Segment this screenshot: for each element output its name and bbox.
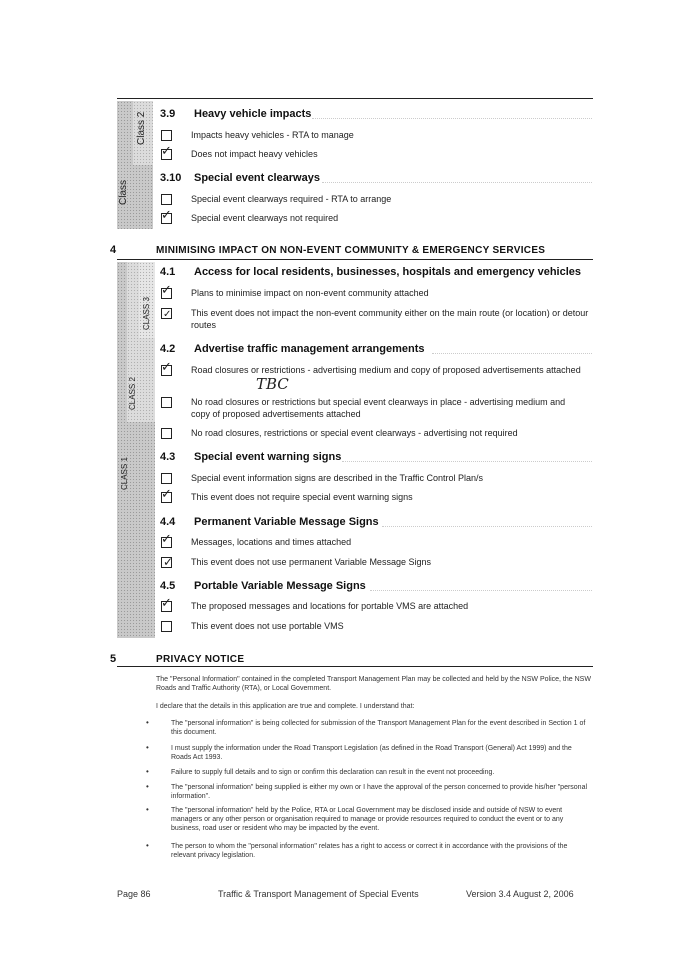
- privacy-bullet-3: Failure to supply full details and to sign or confirm this declaration can result in the event not proceeding.: [171, 769, 495, 776]
- option-4-2-b: No road closures or restrictions but special event clearways in place - advertising medium and copy of proposed advertisements attached: [191, 397, 566, 419]
- option-3-10-b: Special event clearways not required: [191, 213, 339, 223]
- checkbox-4-5-b[interactable]: [161, 621, 172, 632]
- privacy-bullet-5: The "personal information" held by the Police, RTA or Local Government may be disclosed inside and outside of NSW to event managers or any other person or organisation required to manage or provide resources required to conduct the event or to any business, road user or resident who may be impacted by the event.: [171, 807, 564, 832]
- privacy-bullet-4: The "personal information" being supplied is either my own or I have the approval of the person concerned to provide his/her "personal information".: [171, 784, 588, 800]
- option-4-4-a: Messages, locations and times attached: [191, 537, 352, 547]
- dot-leader: [432, 343, 592, 354]
- subheading-3-10: 3.10 Special event clearways: [160, 172, 320, 184]
- class1-label: CLASS 1: [120, 457, 129, 490]
- option-3-9-a: Impacts heavy vehicles - RTA to manage: [191, 130, 354, 140]
- bullet-icon: •: [146, 782, 149, 791]
- checkbox-4-4-b[interactable]: [161, 557, 172, 568]
- checkmark-icon: ✓: [161, 359, 172, 374]
- checkbox-3-10-a[interactable]: [161, 194, 172, 205]
- checkmark-icon: ✓: [161, 207, 172, 222]
- checkbox-4-4-a[interactable]: [161, 531, 172, 548]
- checkbox-4-3-a[interactable]: [161, 473, 172, 484]
- checkmark-icon: ✓: [163, 309, 172, 320]
- checkmark-icon: ✓: [161, 282, 172, 297]
- section-4-number: 4: [110, 244, 117, 256]
- checkmark-icon: ✓: [161, 531, 172, 546]
- subheading-4-2: 4.2 Advertise traffic management arrangements: [160, 343, 425, 355]
- checkmark-icon: ✓: [161, 486, 172, 501]
- bullet-icon: •: [146, 743, 149, 752]
- subheading-3-9: 3.9 Heavy vehicle impacts: [160, 108, 312, 120]
- option-4-3-b: This event does not require special event warning signs: [191, 492, 413, 502]
- option-4-2-a: Road closures or restrictions - advertising medium and copy of proposed advertisements attached: [191, 365, 581, 375]
- checkmark-icon: ✓: [161, 143, 172, 158]
- subheading-4-5: 4.5 Portable Variable Message Signs: [160, 580, 366, 592]
- footer-page-number: Page 86: [117, 889, 151, 899]
- handwritten-tbc: TBC: [256, 375, 289, 393]
- subheading-4-1: 4.1 Access for local residents, businesses, hospitals and emergency vehicles: [160, 266, 582, 278]
- class3-label: CLASS 3: [142, 297, 151, 330]
- section-5-number: 5: [110, 653, 117, 665]
- checkbox-4-1-b[interactable]: [161, 308, 172, 319]
- checkbox-3-10-b[interactable]: [161, 207, 172, 224]
- checkmark-icon: ✓: [163, 555, 174, 569]
- option-4-5-a: The proposed messages and locations for portable VMS are attached: [191, 601, 469, 611]
- dot-leader: [370, 580, 592, 591]
- option-4-1-b: This event does not impact the non-event community either on the main route (or location) or detour routes: [191, 308, 589, 330]
- privacy-bullet-6: The person to whom the "personal information" relates has a right to access or correct it in accordance with the provisions of the relevant privacy legislation.: [171, 843, 568, 859]
- checkbox-4-2-a[interactable]: [161, 359, 172, 376]
- privacy-bullet-2: I must supply the information under the Road Transport Legislation (as defined in the Road Transport (General) Act 1999) and the Roads Act 1993.: [171, 745, 572, 761]
- subheading-4-4: 4.4 Permanent Variable Message Signs: [160, 516, 379, 528]
- dot-leader: [312, 108, 592, 119]
- option-4-1-a: Plans to minimise impact on non-event community attached: [191, 288, 429, 298]
- class-label-top: Class: [118, 179, 129, 205]
- checkbox-3-9-b[interactable]: [161, 143, 172, 160]
- section-5-title: PRIVACY NOTICE: [156, 654, 245, 665]
- privacy-bullet-1: The "personal information" is being collected for submission of the Transport Management Plan for the event described in Section 1 of this document.: [171, 720, 586, 736]
- privacy-declaration: I declare that the details in this application are true and complete. I understand that:: [156, 703, 415, 710]
- checkbox-4-1-a[interactable]: [161, 282, 172, 299]
- option-4-2-c: No road closures, restrictions or special event clearways - advertising not required: [191, 428, 518, 438]
- checkmark-icon: ✓: [161, 595, 172, 610]
- footer-title: Traffic & Transport Management of Special Events: [218, 889, 419, 899]
- section-5-rule: [117, 666, 593, 667]
- checkbox-4-5-a[interactable]: [161, 595, 172, 612]
- option-3-10-a: Special event clearways required - RTA to arrange: [191, 194, 392, 204]
- checkbox-4-2-c[interactable]: [161, 428, 172, 439]
- checkbox-4-2-b[interactable]: [161, 397, 172, 408]
- bullet-icon: •: [146, 767, 149, 776]
- subheading-4-3: 4.3 Special event warning signs: [160, 451, 342, 463]
- checkbox-4-3-b[interactable]: [161, 486, 172, 503]
- option-4-4-b: This event does not use permanent Variable Message Signs: [191, 557, 431, 567]
- bullet-icon: •: [146, 805, 149, 814]
- section-4-rule: [117, 259, 593, 260]
- class2-label: CLASS 2: [128, 377, 137, 410]
- checkbox-3-9-a[interactable]: [161, 130, 172, 141]
- footer-version: Version 3.4 August 2, 2006: [466, 889, 574, 899]
- bullet-icon: •: [146, 841, 149, 850]
- section-4-title: MINIMISING IMPACT ON NON-EVENT COMMUNITY & EMERGENCY SERVICES: [156, 245, 546, 256]
- option-4-3-a: Special event information signs are described in the Traffic Control Plan/s: [191, 473, 483, 483]
- class2-label-top: Class 2: [136, 111, 147, 145]
- top-rule: [117, 98, 593, 99]
- privacy-intro: The "Personal Information" contained in the completed Transport Management Plan may be collected and held by the NSW Police, the NSW Roads and Traffic Authority (RTA), or Local Government.: [156, 676, 591, 692]
- dot-leader: [342, 451, 592, 462]
- dot-leader: [382, 516, 592, 527]
- bullet-icon: •: [146, 718, 149, 727]
- dot-leader: [322, 172, 592, 183]
- option-4-5-b: This event does not use portable VMS: [191, 621, 344, 631]
- option-3-9-b: Does not impact heavy vehicles: [191, 149, 318, 159]
